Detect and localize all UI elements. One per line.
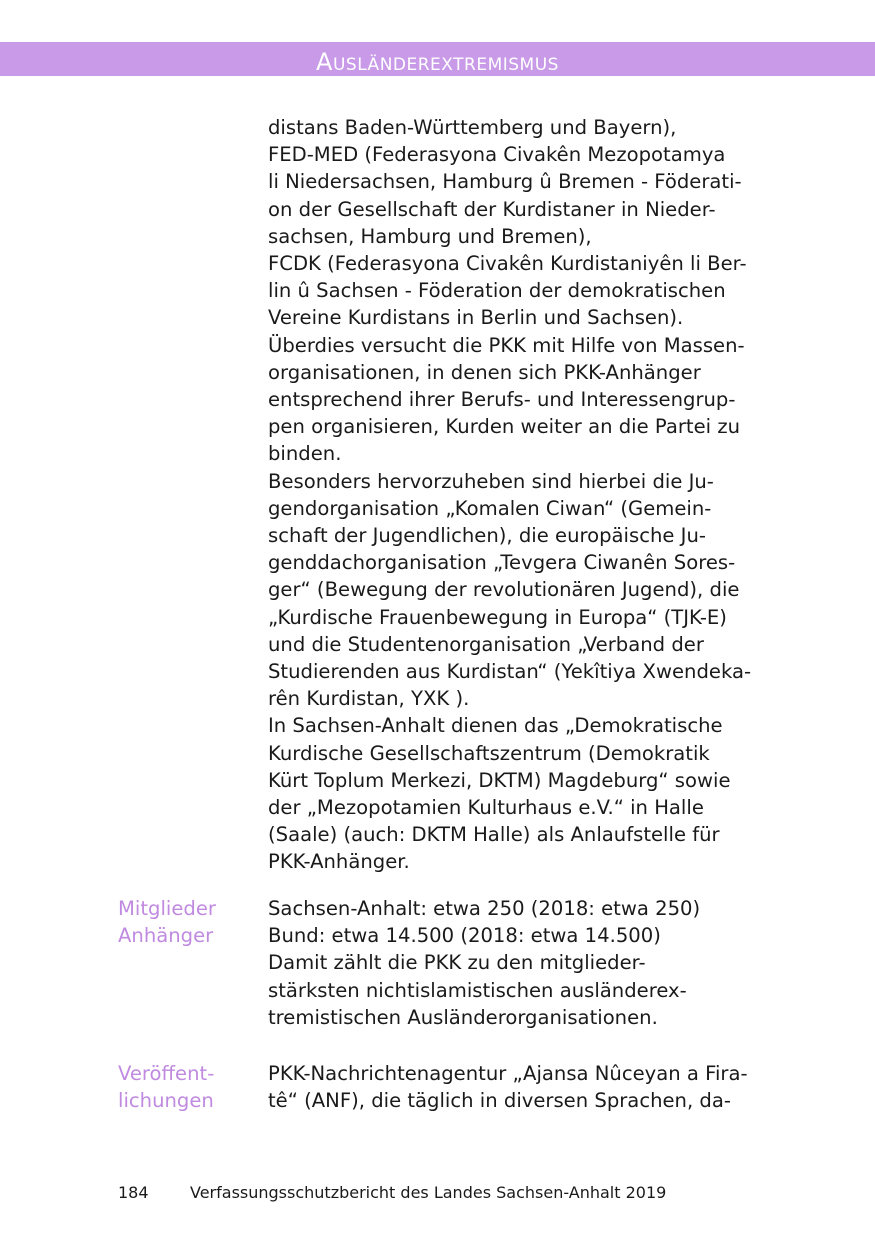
text-line: FED-MED (Federasyona Civakên Mezopotamya [268,143,726,167]
members-label [118,895,258,949]
text-line: Bund: etwa 14.500 (2018: etwa 14.500) [268,924,661,948]
label-line: Veröffent- [118,1062,215,1085]
page-footer [118,1181,666,1205]
text-line: gendorganisation „Komalen Ciwan“ (Gemein- [268,496,712,520]
text-line: Damit zählt die PKK zu den mitglieder- [268,951,646,975]
text-line: der „Mezopotamien Kulturhaus e.V.“ in Halle [268,796,704,820]
text-line: organisationen, in denen sich PKK-Anhänger [268,360,701,384]
label-line: Mitglieder [118,897,216,920]
publications-label [118,1060,258,1114]
text-line: stärksten nichtislamistischen ausländerex- [268,978,687,1002]
text-line: FCDK (Federasyona Civakên Kurdistaniyên li Ber- [268,252,747,276]
text-line: ger“ (Bewegung der revolutionären Jugend), die [268,578,740,602]
members-text [268,895,768,1031]
text-line: tremistischen Ausländerorganisationen. [268,1005,658,1029]
text-line: sachsen, Hamburg und Bremen), [268,224,592,248]
text-line: Besonders hervorzuheben sind hierbei die Ju- [268,469,714,493]
text-line: genddachorganisation „Tevgera Ciwanên Sores- [268,551,736,575]
text-line: on der Gesellschaft der Kurdistaner in Nieder- [268,197,716,221]
publication-title: Verfassungsschutzbericht des Landes Sachsen-Anhalt 2019 [190,1183,667,1202]
label-line: Anhänger [118,924,214,948]
publications-text [268,1060,768,1114]
text-line: li Niedersachsen, Hamburg û Bremen - Föderati- [268,170,742,194]
text-line: rên Kurdistan, YXK ). [268,687,470,711]
label-line: lichungen [118,1089,214,1113]
text-line: schaft der Jugendlichen), die europäische Ju- [268,524,706,548]
text-line: „Kurdische Frauenbewegung in Europa“ (TJK-E) [268,605,727,629]
text-line: binden. [268,442,342,466]
text-line: (Saale) (auch: DKTM Halle) als Anlaufstelle für [268,823,720,847]
text-line: PKK-Nachrichtenagentur „Ajansa Nûceyan a Fira- [268,1062,748,1085]
text-line: PKK-Anhänger. [268,850,410,874]
text-line: Studierenden aus Kurdistan“ (Yekîtiya Xwendeka- [268,660,752,684]
text-line: distans Baden-Württemberg und Bayern), [268,116,677,139]
main-paragraph [268,114,768,876]
text-line: Kurdische Gesellschaftszentrum (Demokratik [268,741,710,765]
text-line: tê“ (ANF), die täglich in diversen Sprachen, da- [268,1089,731,1113]
text-line: Kürt Toplum Merkezi, DKTM) Magdeburg“ sowie [268,768,731,792]
chapter-title: Ausländerextremismus [316,48,559,76]
text-line: Überdies versucht die PKK mit Hilfe von Massen- [268,333,745,357]
text-line: In Sachsen-Anhalt dienen das „Demokratische [268,714,723,738]
page-number: 184 [118,1183,149,1202]
text-line: entsprechend ihrer Berufs- und Interessengrup- [268,388,736,412]
text-line: Vereine Kurdistans in Berlin und Sachsen). [268,306,684,330]
text-line: und die Studentenorganisation „Verband der [268,632,704,656]
text-line: Sachsen-Anhalt: etwa 250 (2018: etwa 250) [268,897,701,920]
text-line: pen organisieren, Kurden weiter an die Partei zu [268,415,741,439]
text-line: lin û Sachsen - Föderation der demokratischen [268,279,726,303]
